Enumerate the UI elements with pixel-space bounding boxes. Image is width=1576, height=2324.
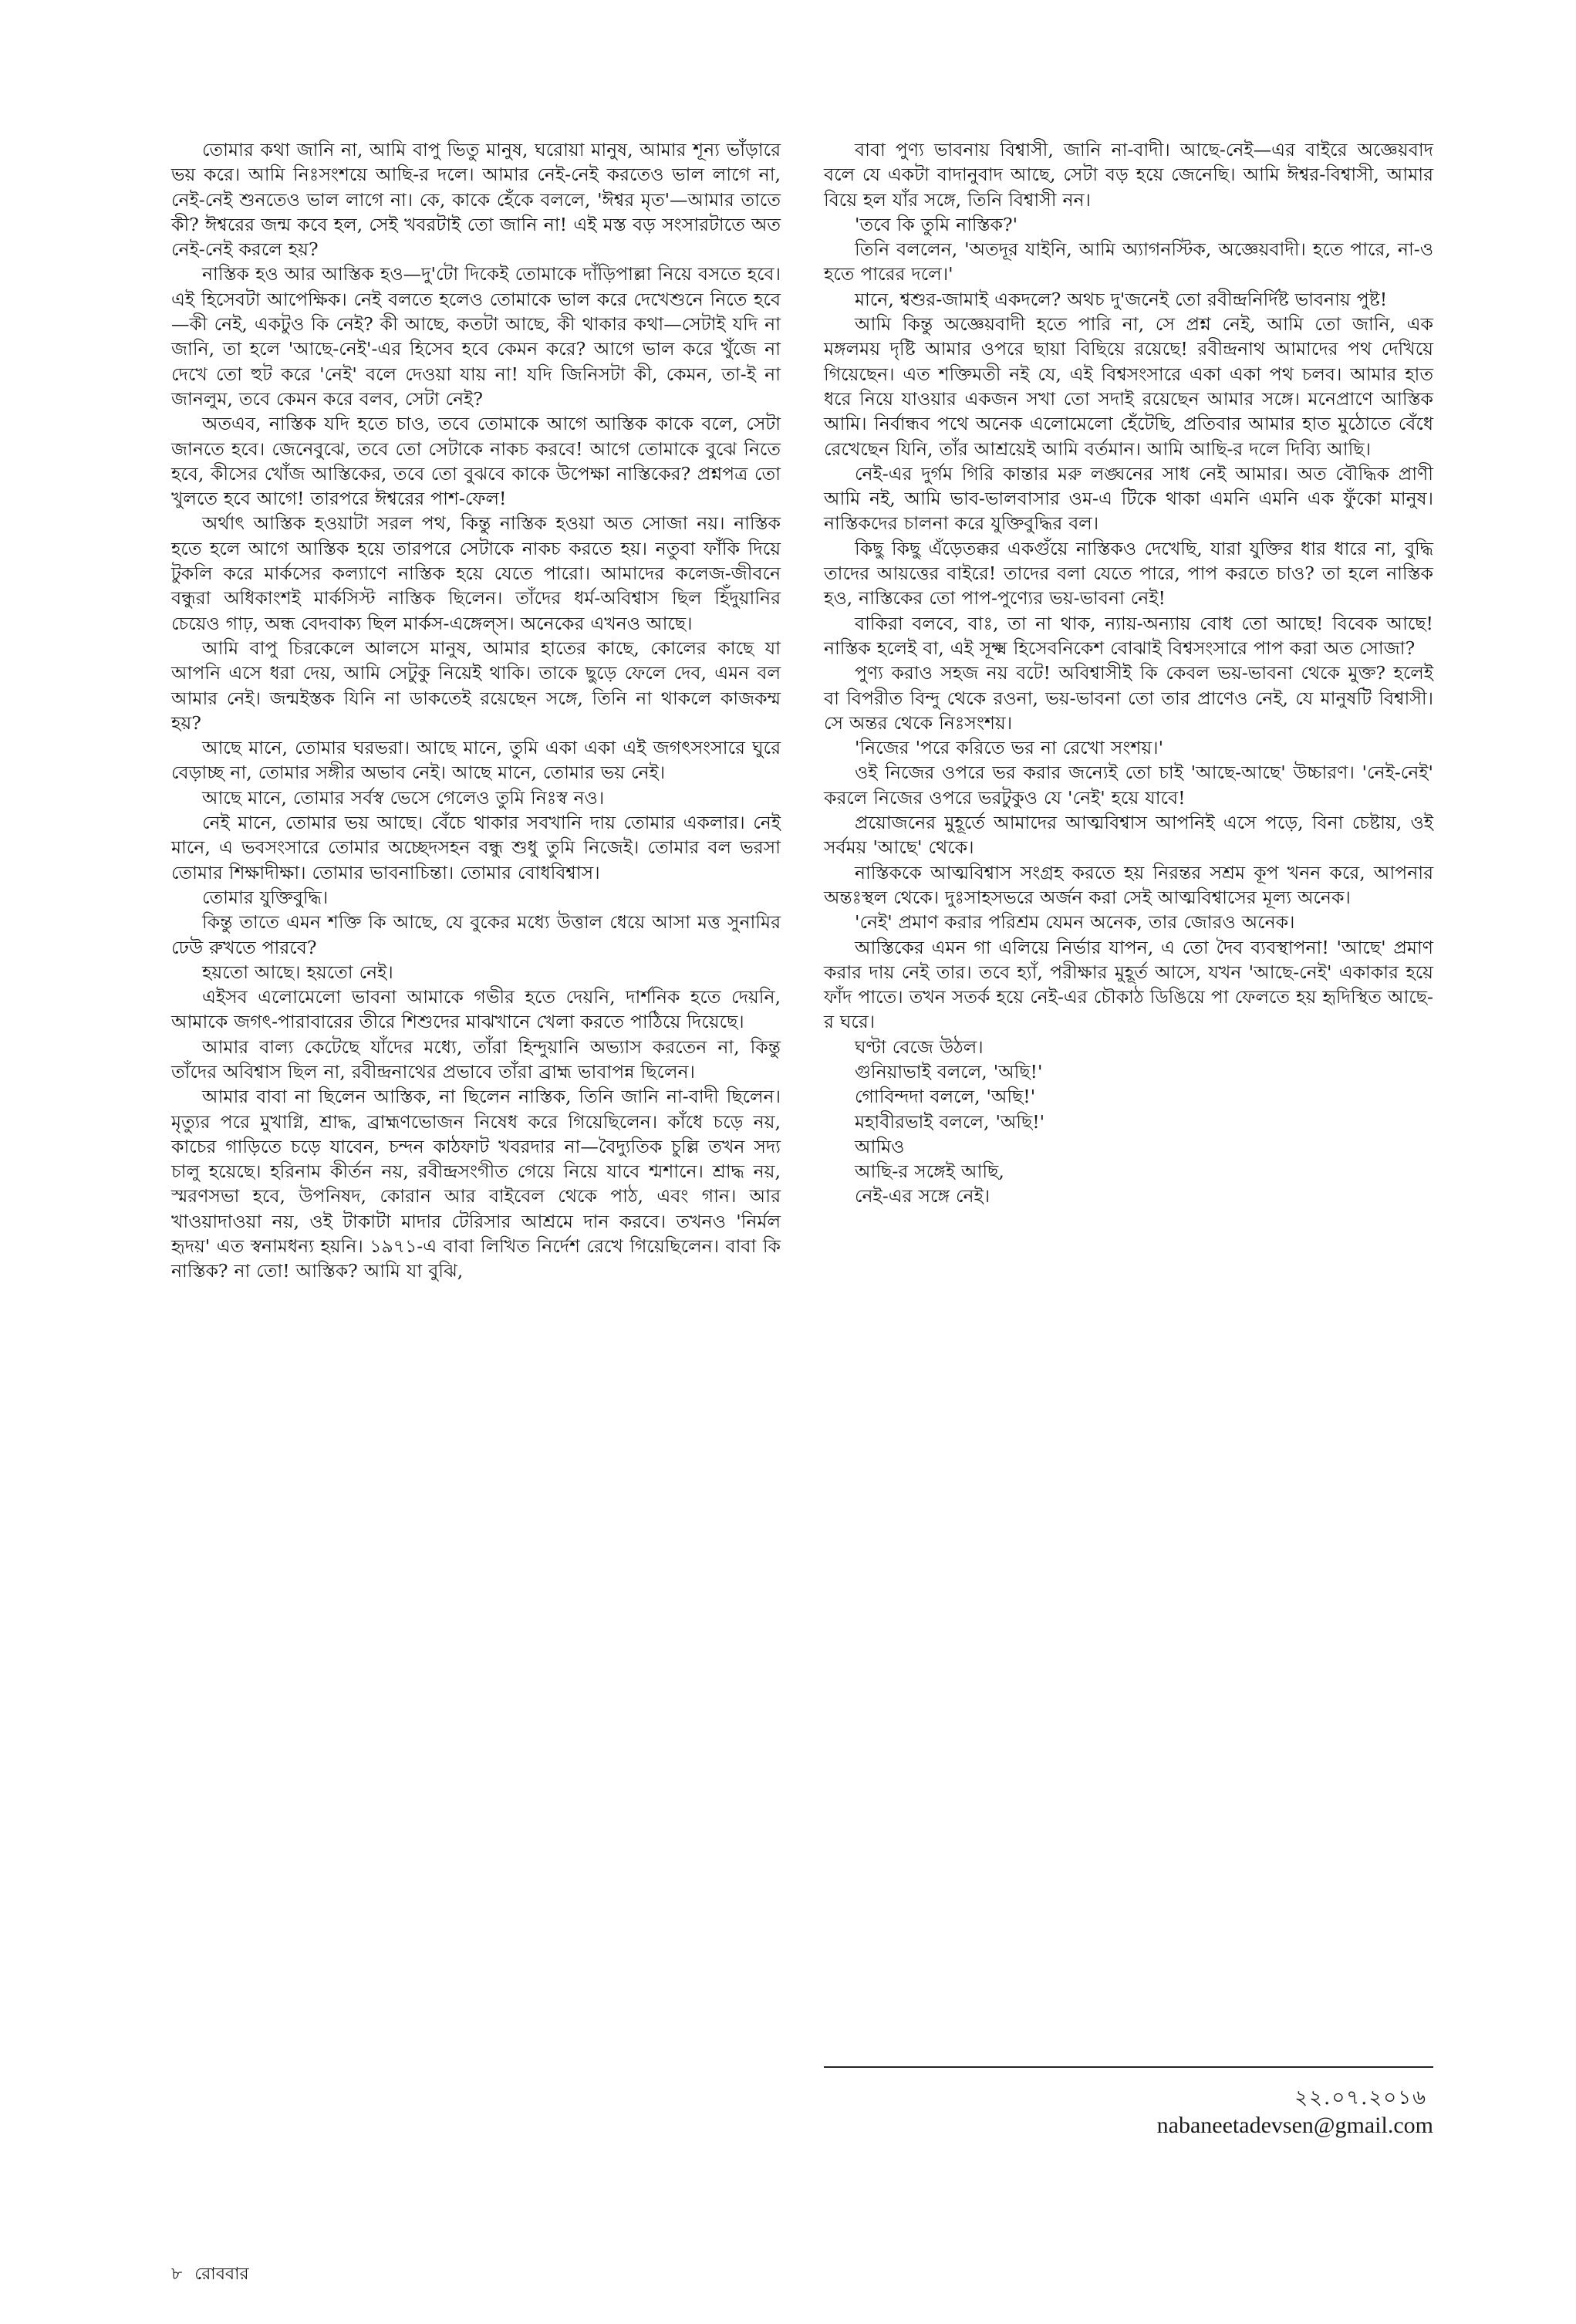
article-date: ২২.০৭.২০১৬ <box>1294 2086 1427 2110</box>
paragraph: মানে, শ্বশুর-জামাই একদলে? অথচ দু'জনেই তো রবীন্দ্রনির্দিষ্ট ভাবনায় পুষ্ট! <box>855 288 1388 310</box>
verse-line: মহাবীরভাই বললে, 'অছি!' <box>855 1110 1045 1133</box>
paragraph: হয়তো আছে। হয়তো নেই। <box>202 961 393 983</box>
paragraph: 'তবে কি তুমি নাস্তিক?' <box>855 213 1018 235</box>
paragraph: আমি কিন্তু অজ্ঞেয়বাদী হতে পারি না, সে প্রশ্ন নেই, আমি তো জানি, এক মঙ্গলময় দৃষ্টি আমার ওপরে ছায়া বিছিয়ে রয়েছে! রবীন্দ্রনাথ আমাদের পথ দেখিয়ে গিয়েছেন। এত শক্তিমতী নই যে, এই বিশ্বসংসারে একা একা পথ চলব। আমার হাত ধরে নিয়ে যাওয়ার একজন সখা তো সদাই রয়েছেন আমার সঙ্গে। মনেপ্রাণে আস্তিক আমি। নির্বান্ধব পথে অনেক এলোমেলো হেঁটেছি, প্রতিবার আমার হাত মুঠোতে বেঁধে রেখেছেন যিনি, তাঁর আশ্রয়েই আমি বর্তমান। আমি আছি-র দলে দিব্যি আছি। <box>824 313 1433 460</box>
paragraph: নাস্তিক হও আর আস্তিক হও—দু'টো দিকেই তোমাকে দাঁড়িপাল্লা নিয়ে বসতে হবে। এই হিসেবটা আপেক্ষিক। নেই বলতে হলেও তোমাকে ভাল করে দেখেশুনে নিতে হবে—কী নেই, একটুও কি নেই? কী আছে, কতটা আছে, কী থাকার কথা—সেটাই যদি না জানি, তা হলে 'আছে-নেই'-এর হিসেব হবে কেমন করে? আগে ভাল করে খুঁজে না দেখে তো হুট করে 'নেই' বলে দেওয়া যায় না! যদি জিনিসটা কী, কেমন, তা-ই না জানলুম, তবে কেমন করে বলব, সেটা নেই? <box>171 263 781 410</box>
paragraph: নেই-এর দুর্গম গিরি কান্তার মরু লঙ্ঘনের সাধ নেই আমার। অত বৌদ্ধিক প্রাণী আমি নই, আমি ভাব-ভালবাসার ওম-এ টিকে থাকা এমনি এমনি এক ফুঁকো মানুষ। নাস্তিকদের চালনা করে যুক্তিবুদ্ধির বল। <box>824 462 1433 535</box>
verse-line: নেই-এর সঙ্গে নেই। <box>855 1185 990 1208</box>
paragraph: প্রয়োজনের মুহূর্তে আমাদের আত্মবিশ্বাস আপনিই এসে পড়ে, বিনা চেষ্টায়, ওই সর্বময় 'আছে' থেকে। <box>824 812 1433 859</box>
verse-line: গুনিয়াভাই বললে, 'অছি!' <box>855 1060 1043 1083</box>
paragraph: 'নেই' প্রমাণ করার পরিশ্রম যেমন অনেক, তার জোরও অনেক। <box>855 911 1295 934</box>
paragraph: অতএব, নাস্তিক যদি হতে চাও, তবে তোমাকে আগে আস্তিক কাকে বলে, সেটা জানতে হবে। জেনেবুঝে, তবে তো সেটাকে নাকচ করবে! আগে তোমাকে বুঝে নিতে হবে, কীসের খোঁজ আস্তিকের, তবে তো বুঝবে কাকে উপেক্ষা নাস্তিকের? প্রশ্নপত্র তো খুলতে হবে আগে! তারপরে ঈশ্বরের পাশ-ফেল! <box>171 413 781 510</box>
verse-line: আমিও <box>855 1135 905 1157</box>
verse-line: আছি-র সঙ্গেই আছি, <box>855 1160 1004 1183</box>
page-footer <box>171 2261 249 2289</box>
paragraph: তিনি বললেন, 'অতদূর যাইনি, আমি অ্যাগনস্টিক, অজ্ঞেয়বাদী। হতে পারে, না-ও হতে পারের দলে।' <box>824 238 1433 285</box>
paragraph: বাকিরা বলবে, বাঃ, তা না থাক, ন্যায়-অন্যায় বোধ তো আছে! বিবেক আছে! নাস্তিক হলেই বা, এই সূক্ষ্ম হিসেবনিকেশ বোঝাই বিশ্বসংসারে পাপ করা অত সোজা? <box>824 612 1433 659</box>
paragraph: নেই মানে, তোমার ভয় আছে। বেঁচে থাকার সবখানি দায় তোমার একলার। নেই মানে, এ ভবসংসারে তোমার অচ্ছেদসহন বন্ধু শুধু তুমি নিজেই। তোমার বল ভরসা তোমার শিক্ষাদীক্ষা। তোমার ভাবনাচিন্তা। তোমার বোধবিশ্বাস। <box>171 812 781 883</box>
verse-line: ঘণ্টা বেজে উঠল। <box>855 1035 984 1058</box>
paragraph: ওই নিজের ওপরে ভর করার জন্যেই তো চাই 'আছে-আছে' উচ্চারণ। 'নেই-নেই' করলে নিজের ওপরে ভরটুকুও যে 'নেই' হয়ে যাবে! <box>824 762 1433 809</box>
paragraph: তোমার কথা জানি না, আমি বাপু ভিতু মানুষ, ঘরোয়া মানুষ, আমার শূন্য ভাঁড়ারে ভয় করে। আমি নিঃসংশয়ে আছি-র দলে। আমার নেই-নেই করতেও ভাল লাগে না, নেই-নেই শুনতেও ভাল লাগে না। কে, কাকে হেঁকে বললে, 'ঈশ্বর মৃত'—আমার তাতে কী? ঈশ্বরের জন্ম কবে হল, সেই খবরটাই তো জানি না! এই মস্ত বড় সংসারটাতে অত নেই-নেই করলে হয়? <box>171 139 781 261</box>
paragraph: বাবা পুণ্য ভাবনায় বিশ্বাসী, জানি না-বাদী। আছে-নেই—এর বাইরে অজ্ঞেয়বাদ বলে যে একটা বাদানুবাদ আছে, সেটা বড় হয়ে জেনেছি। আমি ঈশ্বর-বিশ্বাসী, আমার বিয়ে হল যাঁর সঙ্গে, তিনি বিশ্বাসী নন। <box>824 139 1433 211</box>
paragraph: আমি বাপু চিরকেলে আলসে মানুষ, আমার হাতের কাছে, কোলের কাছে যা আপনি এসে ধরা দেয়, আমি সেটুকু নিয়েই থাকি। তাকে ছুড়ে ফেলে দেব, এমন বল আমার নেই। জন্মইস্তক যিনি না ডাকতেই রয়েছেন সঙ্গে, তিনি না থাকলে কাজকম্ম হয়? <box>171 637 781 734</box>
paragraph: অর্থাৎ আস্তিক হওয়াটা সরল পথ, কিন্তু নাস্তিক হওয়া অত সোজা নয়। নাস্তিক হতে হলে আগে আস্তিক হয়ে তারপরে সেটাকে নাকচ করতে হয়। নতুবা ফাঁকি দিয়ে টুকলি করে মার্কসের কল্যাণে নাস্তিক হয়ে যেতে পারো। আমাদের কলেজ-জীবনে বন্ধুরা অধিকাংশই মার্কসিস্ট নাস্তিক ছিলেন। তাঁদের ধর্ম-অবিশ্বাস ছিল হিঁদুয়ানির চেয়েও গাঢ়, অন্ধ বেদবাক্য ছিল মার্কস-এঙ্গেল্স। অনেকের এখনও আছে। <box>171 512 781 634</box>
author-email: nabaneetadevsen@gmail.com <box>1156 2113 1433 2138</box>
paragraph: পুণ্য করাও সহজ নয় বটে! অবিশ্বাসীই কি কেবল ভয়-ভাবনা থেকে মুক্ত? হলেই বা বিপরীত বিন্দু থেকে রওনা, ভয়-ভাবনা তো তার প্রাণেও নেই, যে মানুষটি বিশ্বাসী। সে অন্তর থেকে নিঃসংশয়। <box>824 662 1433 734</box>
verse-line: গোবিন্দদা বললে, 'অছি!' <box>855 1086 1036 1108</box>
paragraph: আছে মানে, তোমার ঘরভরা। আছে মানে, তুমি একা একা এই জগৎসংসারে ঘুরে বেড়াচ্ছ না, তোমার সঙ্গীর অভাব নেই। আছে মানে, তোমার ভয় নেই। <box>171 737 781 784</box>
quote-line: 'নিজের 'পরে করিতে ভর না রেখো সংশয়।' <box>855 737 1164 759</box>
left-column <box>171 137 781 1284</box>
paragraph: এইসব এলোমেলো ভাবনা আমাকে গভীর হতে দেয়নি, দার্শনিক হতে দেয়নি, আমাকে জগৎ-পারাবারের তীরে শিশুদের মাঝখানে খেলা করতে পাঠিয়ে দিয়েছে। <box>171 986 781 1033</box>
paragraph: কিন্তু তাতে এমন শক্তি কি আছে, যে বুকের মধ্যে উত্তাল ধেয়ে আসা মত্ত সুনামির ঢেউ রুখতে পারবে? <box>171 911 781 958</box>
paragraph: আছে মানে, তোমার সর্বস্ব ভেসে গেলেও তুমি নিঃস্ব নও। <box>202 786 605 809</box>
paragraph: আস্তিকের এমন গা এলিয়ে নির্ভার যাপন, এ তো দৈব ব্যবস্থাপনা! 'আছে' প্রমাণ করার দায় নেই তার। তবে হ্যাঁ, পরীক্ষার মুহূর্ত আসে, যখন 'আছে-নেই' একাকার হয়ে ফাঁদ পাতে। তখন সতর্ক হয়ে নেই-এর চৌকাঠ ডিঙিয়ে পা ফেলতে হয় হৃদিস্থিত আছে-র ঘরে। <box>824 936 1433 1033</box>
paragraph: আমার বাবা না ছিলেন আস্তিক, না ছিলেন নাস্তিক, তিনি জানি না-বাদী ছিলেন। মৃত্যুর পরে মুখাগ্নি, শ্রাদ্ধ, ব্রাহ্মণভোজন নিষেধ করে গিয়েছিলেন। কাঁধে চড়ে নয়, কাচের গাড়িতে চড়ে যাবেন, চন্দন কাঠফাট খবরদার না—বৈদ্যুতিক চুল্লি তখন সদ্য চালু হয়েছে। হরিনাম কীর্তন নয়, রবীন্দ্রসংগীত গেয়ে নিয়ে যাবে শ্মশানে। শ্রাদ্ধ নয়, স্মরণসভা হবে, উপনিষদ, কোরান আর বাইবেল থেকে পাঠ, এবং গান। আর খাওয়াদাওয়া নয়, ওই টাকাটা মাদার টেরিসার আশ্রমে দান করবে। তখনও 'নির্মল হৃদয়' এত স্বনামধন্য হয়নি। ১৯৭১-এ বাবা লিখিত নির্দেশ রেখে গিয়েছিলেন। বাবা কি নাস্তিক? না তো! আস্তিক? আমি যা বুঝি, <box>171 1086 781 1282</box>
section-name: রোববার <box>194 2265 249 2284</box>
page-number: ৮ <box>171 2265 183 2284</box>
right-column <box>824 137 1433 1209</box>
paragraph: আমার বাল্য কেটেছে যাঁদের মধ্যে, তাঁরা হিন্দুয়ানি অভ্যাস করতেন না, কিন্তু তাঁদের অবিশ্বাস ছিল না, রবীন্দ্রনাথের প্রভাবে তাঁরা ব্রাহ্ম ভাবাপন্ন ছিলেন। <box>171 1035 781 1083</box>
divider-rule <box>824 2066 1433 2068</box>
paragraph: কিছু কিছু এঁড়েতক্কর একগুঁয়ে নাস্তিকও দেখেছি, যারা যুক্তির ধার ধারে না, বুদ্ধি তাদের আয়ত্তের বাইরে! তাদের বলা যেতে পারে, পাপ করতে চাও? তা হলে নাস্তিক হও, নাস্তিকের তো পাপ-পুণ্যের ভয়-ভাবনা নেই! <box>824 537 1433 610</box>
paragraph: তোমার যুক্তিবুদ্ধি। <box>202 886 329 908</box>
paragraph: নাস্তিককে আত্মবিশ্বাস সংগ্রহ করতে হয় নিরন্তর সশ্রম কূপ খনন করে, আপনার অন্তঃস্থল থেকে। দুঃসাহসভরে অর্জন করা সেই আত্মবিশ্বাসের মূল্য অনেক। <box>824 861 1433 908</box>
